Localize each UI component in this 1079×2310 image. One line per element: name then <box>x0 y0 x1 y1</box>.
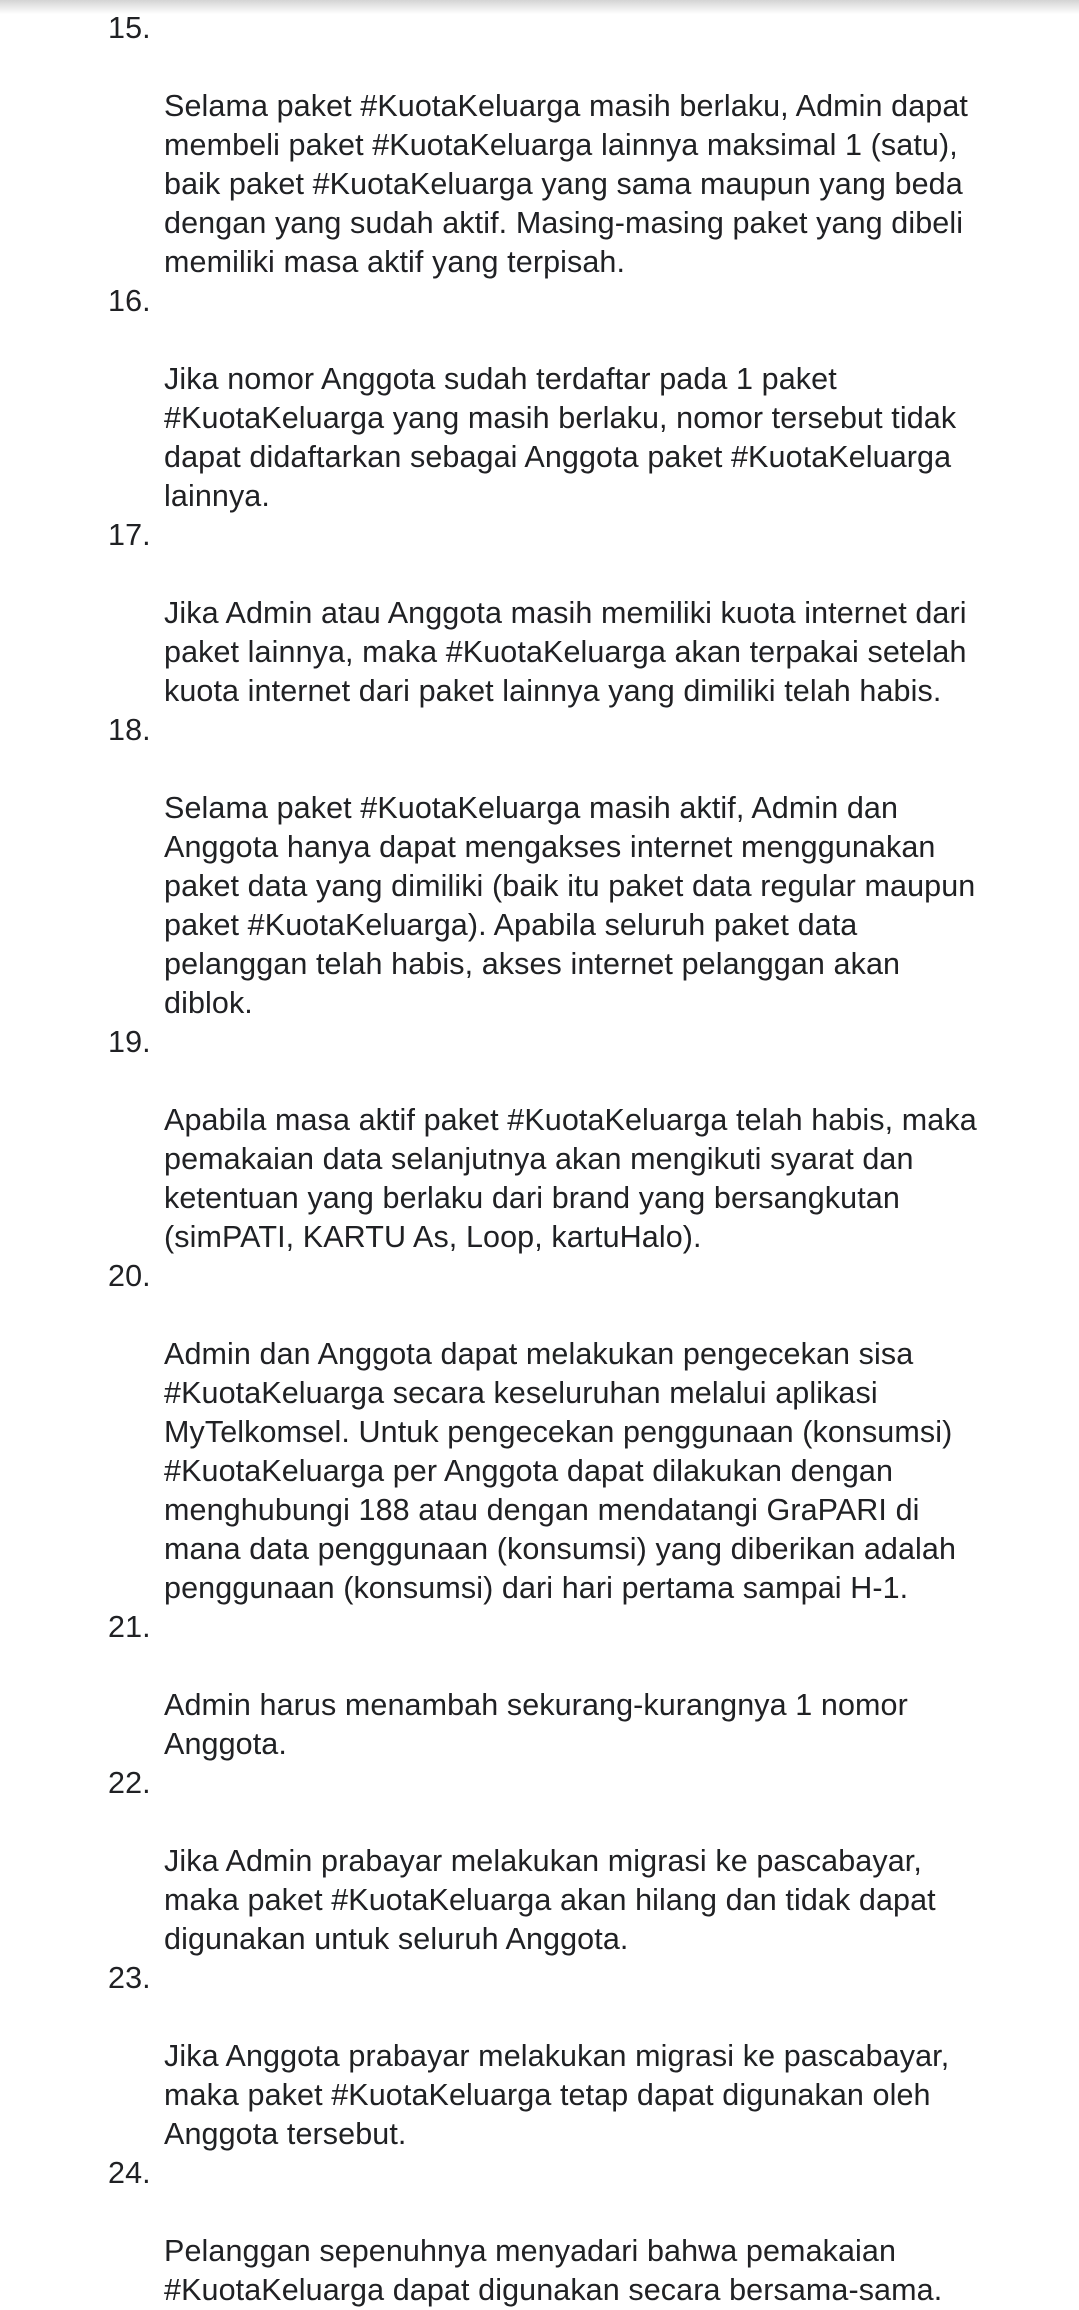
term-number: 23. <box>108 1961 151 1995</box>
term-text: Apabila masa aktif paket #KuotaKeluarga telah habis, maka pemakaian data selanjutnya akan mengikuti syarat dan ketentuan yang berlaku dari brand yang bersangkutan (simPATI, KARTU As, Loop, kartuHalo). <box>164 1103 977 1254</box>
term-item-23 <box>0 1959 1079 2154</box>
term-text: Pelanggan sepenuhnya menyadari bahwa pemakaian #KuotaKeluarga dapat digunakan secara bersama-sama. <box>164 2234 943 2307</box>
terms-list <box>0 9 1079 2310</box>
term-text: Jika Admin prabayar melakukan migrasi ke pascabayar, maka paket #KuotaKeluarga akan hilang dan tidak dapat digunakan untuk seluruh Anggota. <box>164 1844 936 1956</box>
term-number: 21. <box>108 1610 151 1644</box>
term-item-24 <box>0 2154 1079 2310</box>
term-number: 20. <box>108 1259 151 1293</box>
term-item-16 <box>0 282 1079 516</box>
term-number: 24. <box>108 2156 151 2190</box>
term-text: Selama paket #KuotaKeluarga masih aktif, Admin dan Anggota hanya dapat mengakses internet menggunakan paket data yang dimiliki (baik itu paket data regular maupun paket #KuotaKeluarga). Apabila seluruh paket data pelanggan telah habis, akses internet pelanggan akan diblok. <box>164 791 976 1020</box>
term-item-21 <box>0 1608 1079 1764</box>
term-text: Jika Anggota prabayar melakukan migrasi ke pascabayar, maka paket #KuotaKeluarga tetap dapat digunakan oleh Anggota tersebut. <box>164 2039 950 2151</box>
term-text: Admin harus menambah sekurang-kurangnya 1 nomor Anggota. <box>164 1688 908 1761</box>
term-item-18 <box>0 711 1079 1023</box>
term-item-20 <box>0 1257 1079 1608</box>
term-item-15 <box>0 9 1079 282</box>
term-item-17 <box>0 516 1079 711</box>
term-number: 16. <box>108 284 151 318</box>
term-text: Jika nomor Anggota sudah terdaftar pada 1 paket #KuotaKeluarga yang masih berlaku, nomor tersebut tidak dapat didaftarkan sebagai Anggota paket #KuotaKeluarga lainnya. <box>164 362 957 513</box>
term-number: 15. <box>108 11 151 45</box>
term-text: Jika Admin atau Anggota masih memiliki kuota internet dari paket lainnya, maka #KuotaKeluarga akan terpakai setelah kuota internet dari paket lainnya yang dimiliki telah habis. <box>164 596 967 708</box>
term-number: 18. <box>108 713 151 747</box>
term-number: 17. <box>108 518 151 552</box>
term-number: 19. <box>108 1025 151 1059</box>
term-item-22 <box>0 1764 1079 1959</box>
terms-document <box>0 9 1079 2310</box>
term-item-19 <box>0 1023 1079 1257</box>
term-text: Selama paket #KuotaKeluarga masih berlaku, Admin dapat membeli paket #KuotaKeluarga lainnya maksimal 1 (satu), baik paket #KuotaKeluarga yang sama maupun yang beda dengan yang sudah aktif. Masing-masing paket yang dibeli memiliki masa aktif yang terpisah. <box>164 89 968 279</box>
term-number: 22. <box>108 1766 151 1800</box>
term-text: Admin dan Anggota dapat melakukan pengecekan sisa #KuotaKeluarga secara keseluruhan melalui aplikasi MyTelkomsel. Untuk pengecekan penggunaan (konsumsi) #KuotaKeluarga per Anggota dapat dilakukan dengan menghubungi 188 atau dengan mendatangi GraPARI di mana data penggunaan (konsumsi) yang diberikan adalah penggunaan (konsumsi) dari hari pertama sampai H-1. <box>164 1337 957 1605</box>
